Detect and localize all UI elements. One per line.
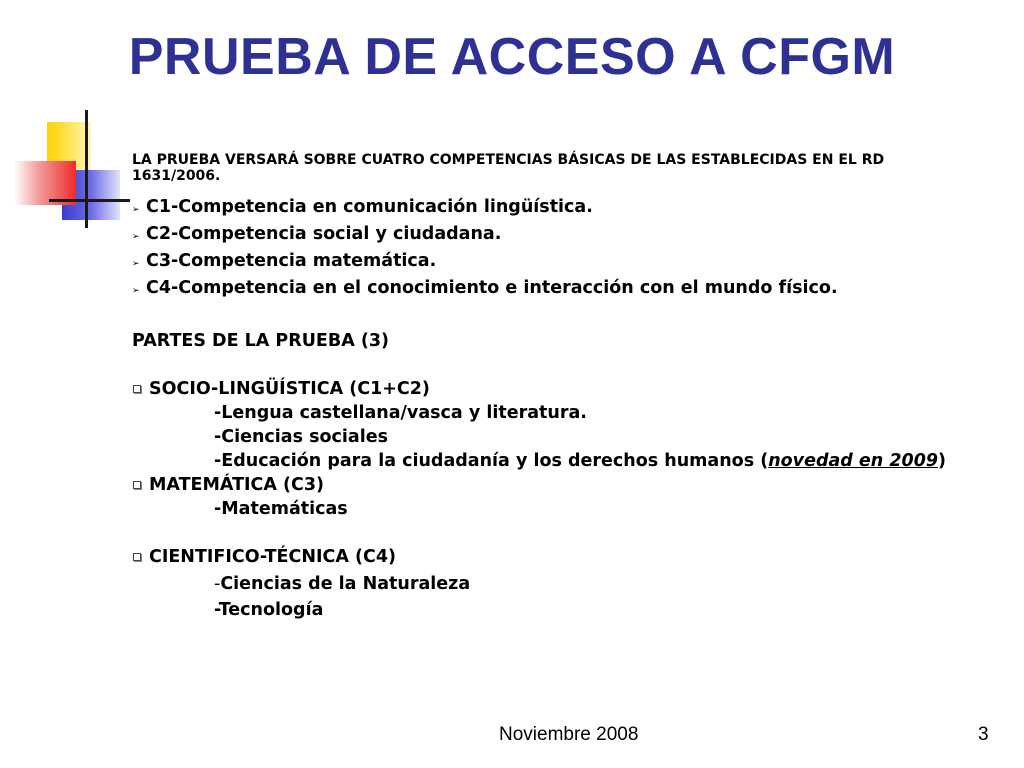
competency-item	[132, 222, 977, 249]
subject-text: -Educación para la ciudadanía y los derechos humanos (	[214, 451, 769, 471]
competency-list	[132, 195, 977, 303]
part-subject: -Lengua castellana/vasca y literatura.	[214, 403, 587, 423]
competency-text: C4-Competencia en el conocimiento e interacción con el mundo físico.	[146, 278, 838, 298]
arrow-bullet-icon: ➢	[132, 259, 140, 269]
part-title: CIENTIFICO-TÉCNICA (C4)	[149, 547, 396, 567]
arrow-bullet-icon: ➢	[132, 286, 140, 296]
vertical-line	[85, 110, 88, 228]
competency-text: C1-Competencia en comunicación lingüística.	[146, 197, 593, 217]
novedad-highlight: novedad en 2009	[768, 451, 939, 471]
part-subject: -Ciencias sociales	[214, 427, 389, 447]
part-title: SOCIO-LINGÜÍSTICA (C1+C2)	[149, 379, 430, 399]
intro-text: LA PRUEBA VERSARÁ SOBRE CUATRO COMPETENCIAS BÁSICAS DE LAS ESTABLECIDAS EN EL RD 1631/2006.	[132, 152, 885, 184]
competency-text: C2-Competencia social y ciudadana.	[146, 224, 502, 244]
decorative-squares-logo	[10, 108, 130, 233]
checkbox-bullet-icon	[133, 553, 141, 561]
part-header	[132, 377, 977, 401]
footer-date: Noviembre 2008	[499, 724, 639, 745]
checkbox-bullet-icon	[133, 481, 141, 489]
slide-title: PRUEBA DE ACCESO A CFGM	[128, 28, 896, 86]
arrow-bullet-icon: ➢	[132, 232, 140, 242]
part-subject	[132, 449, 977, 473]
parts-list	[132, 377, 977, 622]
competency-item	[132, 195, 977, 222]
part-subject: -Matemáticas	[214, 499, 348, 519]
subject-dash: -	[214, 574, 221, 594]
part-subject: -Tecnología	[214, 600, 324, 620]
checkbox-bullet-icon	[133, 385, 141, 393]
part-socio-linguistica	[132, 377, 977, 473]
parts-title: PARTES DE LA PRUEBA (3)	[132, 331, 390, 351]
slide-body	[132, 152, 977, 622]
page-number: 3	[978, 724, 989, 745]
part-title: MATEMÁTICA (C3)	[149, 475, 325, 495]
competency-item	[132, 249, 977, 276]
competency-item	[132, 276, 977, 303]
part-subject	[132, 571, 977, 598]
part-header	[132, 473, 977, 497]
subject-close-paren: )	[938, 451, 947, 471]
part-header	[132, 545, 977, 569]
part-matematica	[132, 473, 977, 521]
horizontal-line	[49, 199, 130, 202]
subject-text: Ciencias de la Naturaleza	[220, 574, 471, 594]
competency-text: C3-Competencia matemática.	[146, 251, 437, 271]
part-cientifico-tecnica	[132, 545, 977, 622]
arrow-bullet-icon: ➢	[132, 205, 140, 215]
